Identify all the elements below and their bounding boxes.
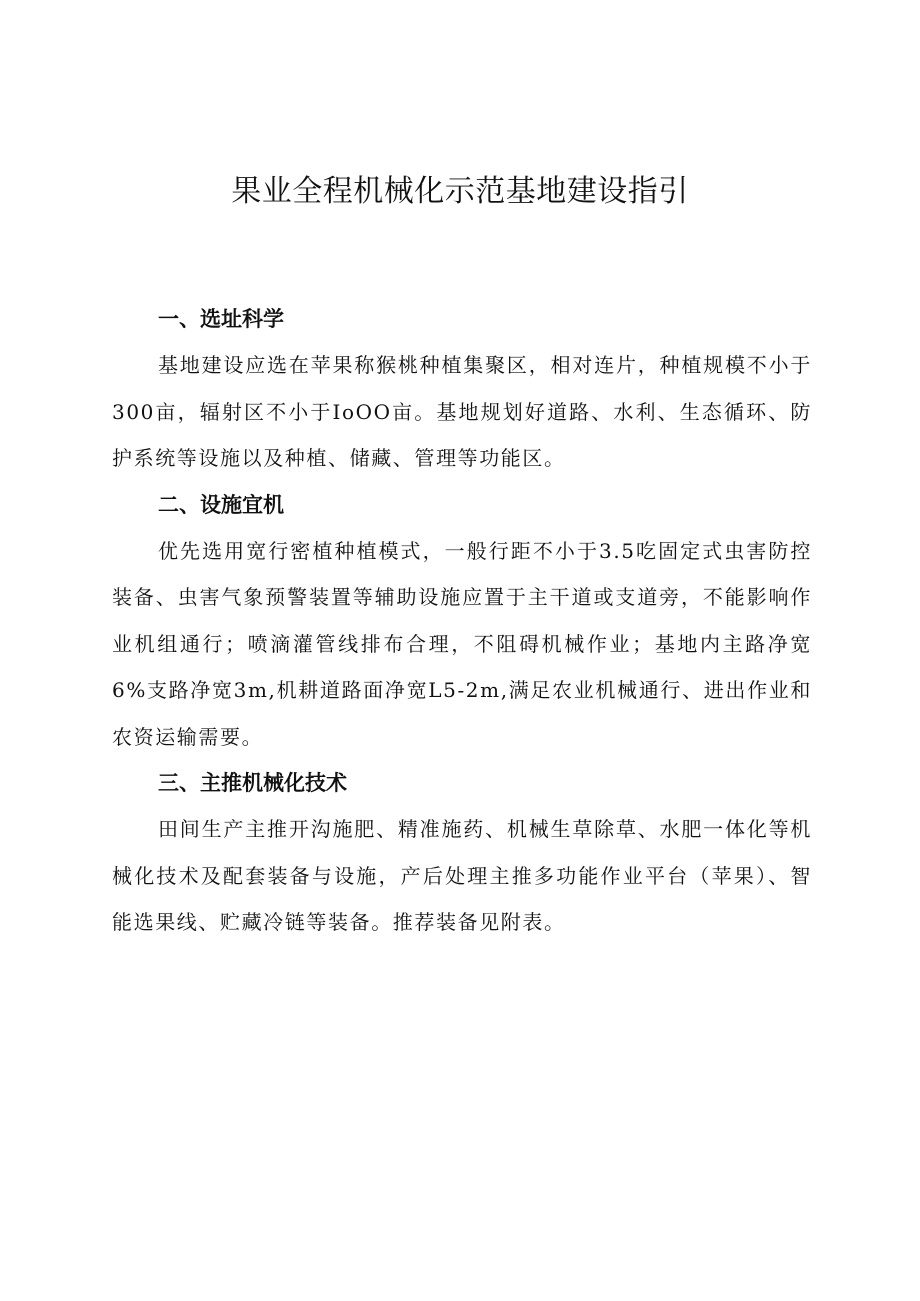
- section-mechanization-technology: [112, 760, 812, 946]
- section-paragraph: 田间生产主推开沟施肥、精准施药、机械生草除草、水肥一体化等机械化技术及配套装备与设施，产后处理主推多功能作业平台（苹果）、智能选果线、贮藏冷链等装备。推荐装备见附表。: [112, 817, 812, 934]
- section-paragraph: 基地建设应选在苹果称猴桃种植集聚区，相对连片，种植规模不小于300亩，辐射区不小于IoOO亩。基地规划好道路、水利、生态循环、防护系统等设施以及种植、储藏、管理等功能区。: [112, 353, 812, 470]
- document-body: [112, 296, 812, 946]
- section-heading: 一、选址科学: [158, 307, 284, 331]
- section-heading: 二、设施宜机: [158, 492, 284, 517]
- section-heading: 三、主推机械化技术: [158, 771, 347, 795]
- section-facilities: [112, 482, 812, 761]
- document-title: 果业全程机械化示范基地建设指引: [231, 174, 689, 209]
- section-site-selection: [112, 296, 812, 482]
- section-paragraph: 优先选用宽行密植种植模式，一般行距不小于3.5吃固定式虫害防控装备、虫害气象预警装置等辅助设施应置于主干道或支道旁，不能影响作业机组通行；喷滴灌管线排布合理，不阻碍机械作业；基地内主路净宽6%支路净宽3m,机耕道路面净宽L5-2m,满足农业机械通行、进出作业和农资运输需要。: [112, 538, 812, 749]
